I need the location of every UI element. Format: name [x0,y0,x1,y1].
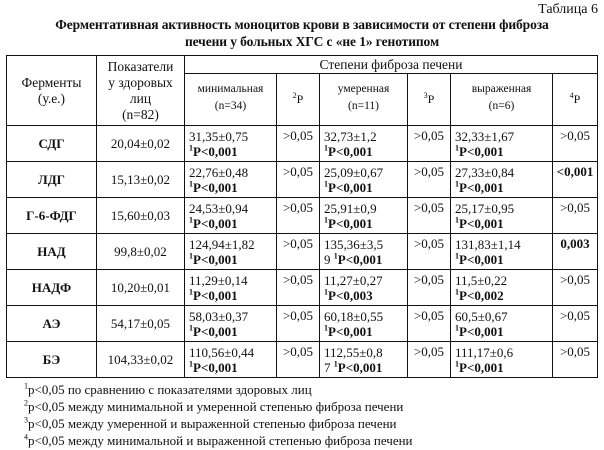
p4-value: >0,05 [553,198,598,234]
p4-value: >0,05 [553,342,598,378]
header-moderate: умеренная (n=11) [320,74,408,126]
healthy-value: 54,17±0,05 [97,306,185,342]
pronounced-value: 27,33±0,84 $^1$P<0,001 [451,162,553,198]
p2-value: >0,05 [277,270,320,306]
header-p3: $^3$P [408,74,451,126]
minimal-value: 110,56±0,44 $^1$P<0,001 [185,342,277,378]
footnote: $^1$р<0,05 по сравнению с показателями здоровых лиц [24,381,312,397]
healthy-value: 10,20±0,01 [97,270,185,306]
moderate-value: 25,09±0,67 $^1$P<0,001 [320,162,408,198]
pronounced-value: 131,83±1,14 $^1$P<0,001 [451,234,553,270]
table-number: Таблица 6 [538,2,598,17]
header-enzymes: Ферменты (у.е.) [7,56,97,126]
pronounced-value: 11,5±0,22 $^1$P<0,002 [451,270,553,306]
p2-value: >0,05 [277,126,320,162]
data-table [6,55,598,378]
moderate-value: 60,18±0,55 $^1$P<0,001 [320,306,408,342]
table-row [7,162,598,198]
healthy-value: 104,33±0,02 [97,342,185,378]
p3-value: >0,05 [408,234,451,270]
p2-value: >0,05 [277,306,320,342]
p3-value: >0,05 [408,162,451,198]
moderate-value: 32,73±1,2 $^1$P<0,001 [320,126,408,162]
enzyme-name: ЛДГ [7,162,97,198]
minimal-value: 22,76±0,48 $^1$P<0,001 [185,162,277,198]
moderate-value: 25,91±0,9 $^1$P<0,001 [320,198,408,234]
footnote: $^4$р<0,05 между минимальной и выраженной степенью фиброза печени [24,432,413,448]
p2-value: >0,05 [277,342,320,378]
header-healthy: Показатели у здоровых лиц (n=82) [97,56,185,126]
p4-value: >0,05 [553,306,598,342]
healthy-value: 99,8±0,02 [97,234,185,270]
table-row [7,306,598,342]
p4-value: <0,001 [553,162,598,198]
enzyme-name: НАДФ [7,270,97,306]
p3-value: >0,05 [408,270,451,306]
enzyme-name: БЭ [7,342,97,378]
p3-value: >0,05 [408,306,451,342]
pronounced-value: 25,17±0,95 $^1$P<0,001 [451,198,553,234]
pronounced-value: 32,33±1,67 $^1$P<0,001 [451,126,553,162]
moderate-value: 135,36±3,5 9 $^1$P<0,001 [320,234,408,270]
minimal-value: 24,53±0,94 $^1$P<0,001 [185,198,277,234]
p4-value: >0,05 [553,126,598,162]
header-minimal: минимальная (n=34) [185,74,277,126]
footnote: $^3$р<0,05 между умеренной и выраженной степенью фиброза печени [24,415,397,431]
table-row [7,342,598,378]
p3-value: >0,05 [408,126,451,162]
table-row [7,126,598,162]
p4-value: >0,05 [553,270,598,306]
p4-value: 0,003 [553,234,598,270]
p3-value: >0,05 [408,198,451,234]
table-row [7,234,598,270]
minimal-value: 58,03±0,37 $^1$P<0,001 [185,306,277,342]
header-pronounced: выраженная (n=6) [451,74,553,126]
title-line-1: Ферментативная активность моноцитов крови в зависимости от степени фиброза [55,17,549,32]
enzyme-name: НАД [7,234,97,270]
table-row [7,198,598,234]
table-title [0,16,604,50]
header-p4: $^4$P [553,74,598,126]
pronounced-value: 111,17±0,6 $^1$P<0,001 [451,342,553,378]
minimal-value: 124,94±1,82 $^1$P<0,001 [185,234,277,270]
minimal-value: 11,29±0,14 $^1$P<0,001 [185,270,277,306]
moderate-value: 11,27±0,27 $^1$P<0,003 [320,270,408,306]
pronounced-value: 60,5±0,67 $^1$P<0,001 [451,306,553,342]
footnote: $^2$р<0,05 между минимальной и умеренной степенью фиброза печени [24,398,404,414]
p2-value: >0,05 [277,234,320,270]
title-line-2: печени у больных ХГС с «не 1» генотипом [184,34,440,49]
enzyme-name: АЭ [7,306,97,342]
healthy-value: 20,04±0,02 [97,126,185,162]
healthy-value: 15,60±0,03 [97,198,185,234]
healthy-value: 15,13±0,02 [97,162,185,198]
footnotes [24,381,413,449]
minimal-value: 31,35±0,75 $^1$P<0,001 [185,126,277,162]
enzyme-name: Г-6-ФДГ [7,198,97,234]
p2-value: >0,05 [277,162,320,198]
p2-value: >0,05 [277,198,320,234]
moderate-value: 112,55±0,8 7 $^1$P<0,001 [320,342,408,378]
enzyme-name: СДГ [7,126,97,162]
p3-value: >0,05 [408,342,451,378]
header-p2: $^2$P [277,74,320,126]
table-row [7,270,598,306]
header-fibrosis: Степени фиброза печени [185,56,598,74]
